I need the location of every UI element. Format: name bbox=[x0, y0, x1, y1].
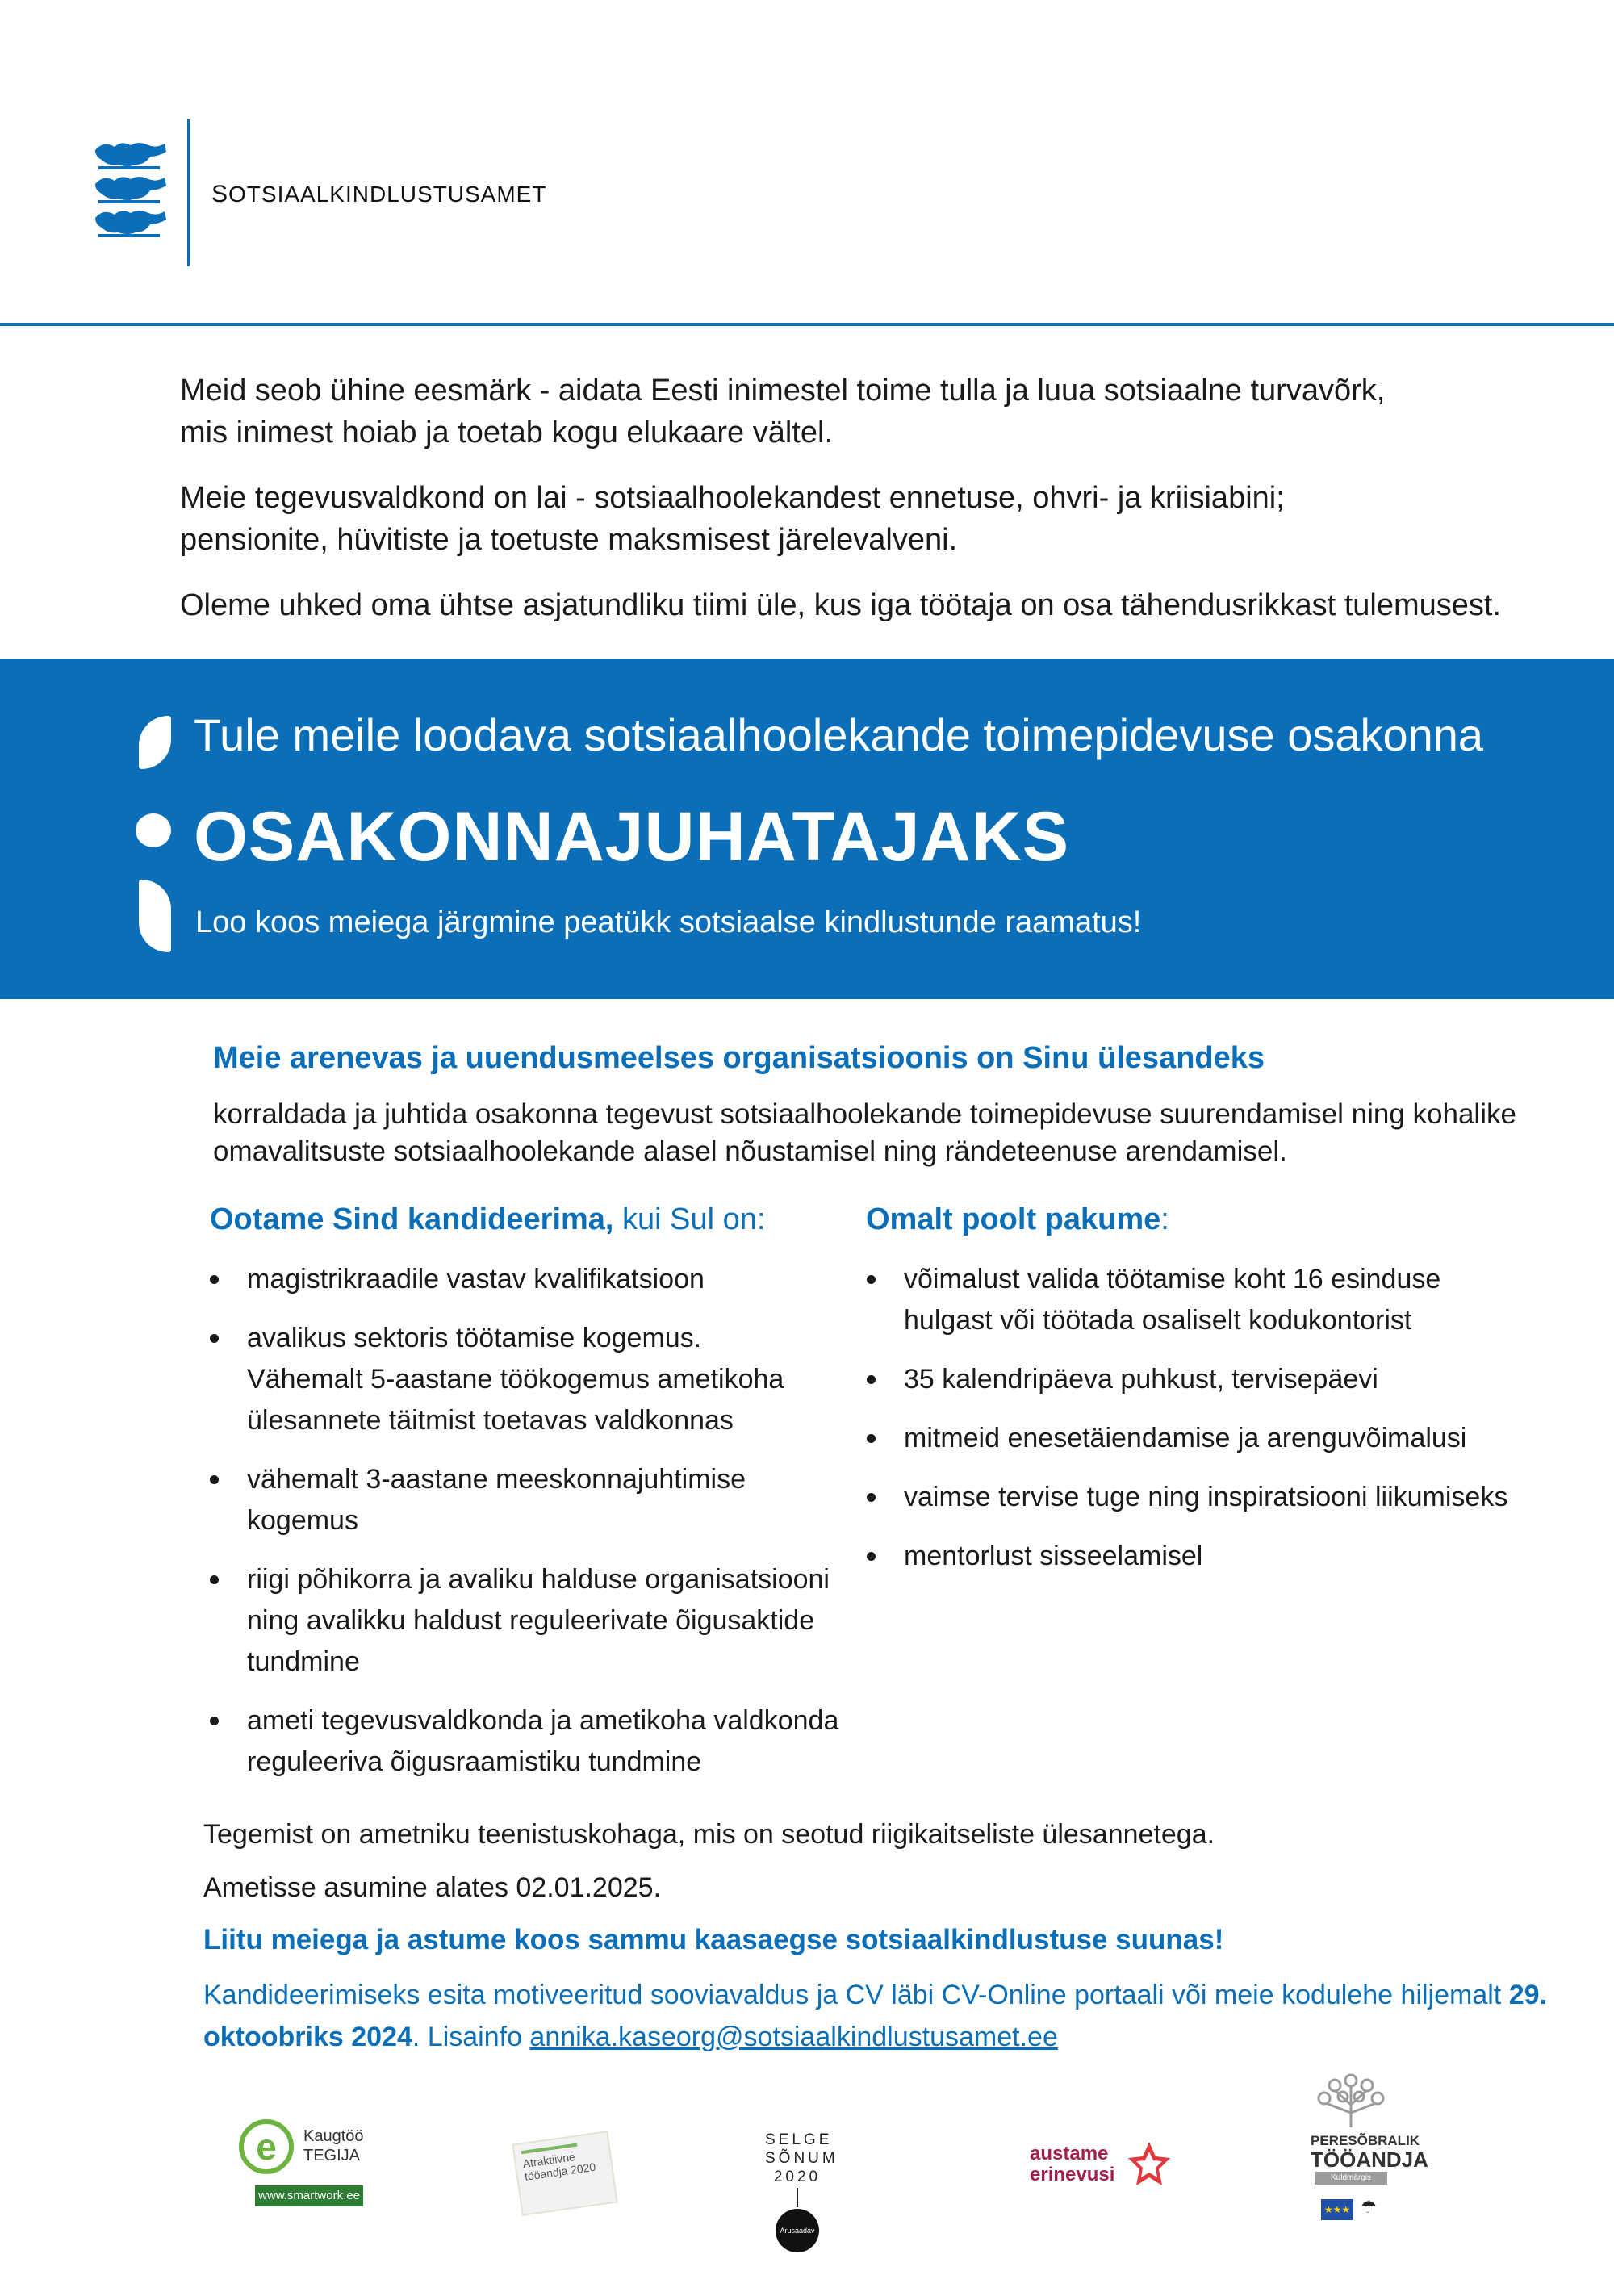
list-item bbox=[208, 1259, 846, 1300]
info-label: . Lisainfo bbox=[412, 2022, 530, 2052]
list-item bbox=[208, 1318, 804, 1441]
list-item bbox=[865, 1536, 1591, 1577]
role-heading: Meie arenevas ja uuendusmeelses organisatsioonis on Sinu ülesandeks bbox=[213, 1041, 1265, 1075]
agency-initial: S bbox=[211, 181, 229, 207]
application-info bbox=[203, 1974, 1575, 2058]
list-item bbox=[208, 1459, 780, 1541]
list-item bbox=[865, 1477, 1591, 1518]
list-item-text: ameti tegevusvaldkonda ja ametikoha valdkonda reguleeriva õigusraamistiku tundmine bbox=[247, 1705, 839, 1777]
smartwork-url: www.smartwork.ee bbox=[255, 2185, 363, 2206]
role-description: korraldada ja juhtida osakonna tegevust sotsiaalhoolekande toimepidevuse suurendamisel ning kohalike omavalitsuste sotsiaalhoolekande alasel nõustamisel ning rändeteenuse arendamisel. bbox=[213, 1098, 1516, 1168]
austame-line2: erinevusi bbox=[1030, 2164, 1115, 2185]
e-leaf-icon: e bbox=[239, 2119, 294, 2174]
dot-decoration bbox=[136, 813, 171, 847]
list-item-text: mentorlust sisseelamisel bbox=[904, 1541, 1203, 1571]
agency-rest: OTSIAALKINDLUSTUSAMET bbox=[228, 182, 547, 207]
requirements-heading-bold: Ootame Sind kandideerima, bbox=[210, 1202, 614, 1236]
start-date: Ametisse asumine alates 02.01.2025. bbox=[203, 1872, 662, 1903]
attractive-employer-logo bbox=[512, 2131, 617, 2216]
bullet-icon bbox=[867, 1375, 876, 1384]
umbrella-icon: ☂ bbox=[1361, 2197, 1377, 2217]
smartwork-logo bbox=[236, 2119, 369, 2208]
bullet-icon bbox=[867, 1275, 876, 1284]
list-item bbox=[208, 1559, 844, 1683]
star-icon bbox=[1127, 2140, 1172, 2189]
offer-heading-regular: : bbox=[1160, 1202, 1169, 1236]
selge-word: SELGE bbox=[765, 2131, 833, 2148]
smartwork-line2: TEGIJA bbox=[303, 2147, 361, 2164]
eu-flag-icon: ★★★ bbox=[1321, 2199, 1353, 2220]
list-item-text: 35 kalendripäeva puhkust, tervisepäevi bbox=[904, 1364, 1378, 1395]
banner-subtitle: Tule meile loodava sotsiaalhoolekande toimepidevuse osakonna bbox=[194, 709, 1484, 760]
list-item bbox=[865, 1418, 1591, 1459]
sonum-word: SÕNUM bbox=[765, 2150, 838, 2167]
header-rule bbox=[0, 323, 1614, 326]
peresobralik-line3: Kuldmärgis bbox=[1315, 2172, 1387, 2185]
requirements-heading bbox=[210, 1202, 765, 1237]
bullet-icon bbox=[867, 1552, 876, 1561]
list-item bbox=[865, 1359, 1591, 1400]
header-divider bbox=[187, 119, 190, 266]
offer-list bbox=[865, 1259, 1591, 1595]
banner-tagline: Loo koos meiega järgmine peatükk sotsiaalse kindlustunde raamatus! bbox=[195, 905, 1142, 939]
austame-erinevusi-logo bbox=[1030, 2140, 1175, 2197]
offer-heading bbox=[866, 1202, 1169, 1237]
peresobralik-line2: TÖÖANDJA bbox=[1311, 2148, 1428, 2172]
austame-text bbox=[1030, 2143, 1114, 2185]
intro-paragraph: Meid seob ühine eesmärk - aidata Eesti inimestel toime tulla ja luua sotsiaalne turvavõrk, mis inimest hoiab ja toetab kogu elukaare vältel. bbox=[180, 374, 1386, 450]
bullet-icon bbox=[210, 1575, 219, 1584]
intro-section bbox=[180, 370, 1584, 649]
smartwork-line1: Kaugtöö bbox=[303, 2127, 364, 2145]
list-item bbox=[208, 1700, 868, 1783]
bullet-icon bbox=[867, 1434, 876, 1443]
bullet-icon bbox=[210, 1275, 219, 1284]
bullet-icon bbox=[210, 1475, 219, 1484]
list-item-text: riigi põhikorra ja avaliku halduse organisatsiooni ning avalikku haldust reguleerivate õigusaktide tundmine bbox=[247, 1564, 830, 1677]
austame-line1: austame bbox=[1030, 2143, 1109, 2164]
intro-paragraph: Oleme uhked oma ühtse asjatundliku tiimi üle, kus iga töötaja on osa tähendusrikkast tulemusest. bbox=[180, 588, 1502, 622]
service-note: Tegemist on ametniku teenistuskohaga, mis on seotud riigikaitseliste ülesannetega. bbox=[203, 1819, 1215, 1850]
requirements-heading-regular: kui Sul on: bbox=[613, 1202, 766, 1236]
list-item-text: võimalust valida töötamise koht 16 esinduse hulgast või töötada osaliselt kodukontorist bbox=[904, 1264, 1441, 1336]
list-item-text: vähemalt 3-aastane meeskonnajuhtimise kogemus bbox=[247, 1464, 746, 1536]
offer-heading-bold: Omalt poolt pakume bbox=[866, 1202, 1161, 1236]
attractive-employer-text: Atraktiivne tööandja 2020 bbox=[521, 2150, 597, 2183]
divider-line bbox=[797, 2188, 798, 2207]
selge-sonum-logo bbox=[765, 2131, 838, 2278]
call-to-action: Liitu meiega ja astume koos sammu kaasaegse sotsiaalkindlustuse suunas! bbox=[203, 1924, 1224, 1955]
year-word: 2020 bbox=[773, 2168, 822, 2185]
list-item-text: vaimse tervise tuge ning inspiratsiooni liikumiseks bbox=[904, 1482, 1508, 1512]
apply-text: Kandideerimiseks esita motiveeritud sooviavaldus ja CV läbi CV-Online portaali või meie kodulehe hiljemalt bbox=[203, 1980, 1509, 2010]
bullet-icon bbox=[210, 1334, 219, 1343]
intro-paragraph: Meie tegevusvaldkond on lai - sotsiaalhoolekandest ennetuse, ohvri- ja kriisiabini; pensionite, hüvitiste ja toetuste maksmisest järelevalveni. bbox=[180, 480, 1285, 558]
coat-of-arms-icon bbox=[90, 139, 168, 245]
list-item bbox=[865, 1259, 1517, 1341]
family-friendly-employer-logo bbox=[1311, 2072, 1428, 2234]
contact-email-link[interactable]: annika.kaseorg@sotsiaalkindlustusamet.ee bbox=[529, 2022, 1058, 2052]
banner-title: OSAKONNAJUHATAJAKS bbox=[194, 798, 1070, 876]
list-item-text: avalikus sektoris töötamise kogemus. Vähemalt 5-aastane töökogemus ametikoha ülesannete täitmist toetavas valdkonnas bbox=[247, 1323, 784, 1436]
deadline: 29. oktoobriks 2024 bbox=[203, 1980, 1547, 2052]
selge-disc: Arusaadav töö bbox=[776, 2209, 819, 2252]
bullet-icon bbox=[867, 1493, 876, 1502]
list-item-text: magistrikraadile vastav kvalifikatsioon bbox=[247, 1264, 705, 1294]
tree-icon bbox=[1315, 2072, 1387, 2129]
agency-name bbox=[211, 181, 546, 208]
list-item-text: mitmeid enesetäiendamise ja arenguvõimalusi bbox=[904, 1423, 1467, 1453]
bullet-icon bbox=[210, 1717, 219, 1725]
peresobralik-line1: PERESÕBRALIK bbox=[1311, 2133, 1420, 2148]
requirements-list bbox=[208, 1259, 846, 1800]
agency-name-text bbox=[211, 182, 546, 207]
